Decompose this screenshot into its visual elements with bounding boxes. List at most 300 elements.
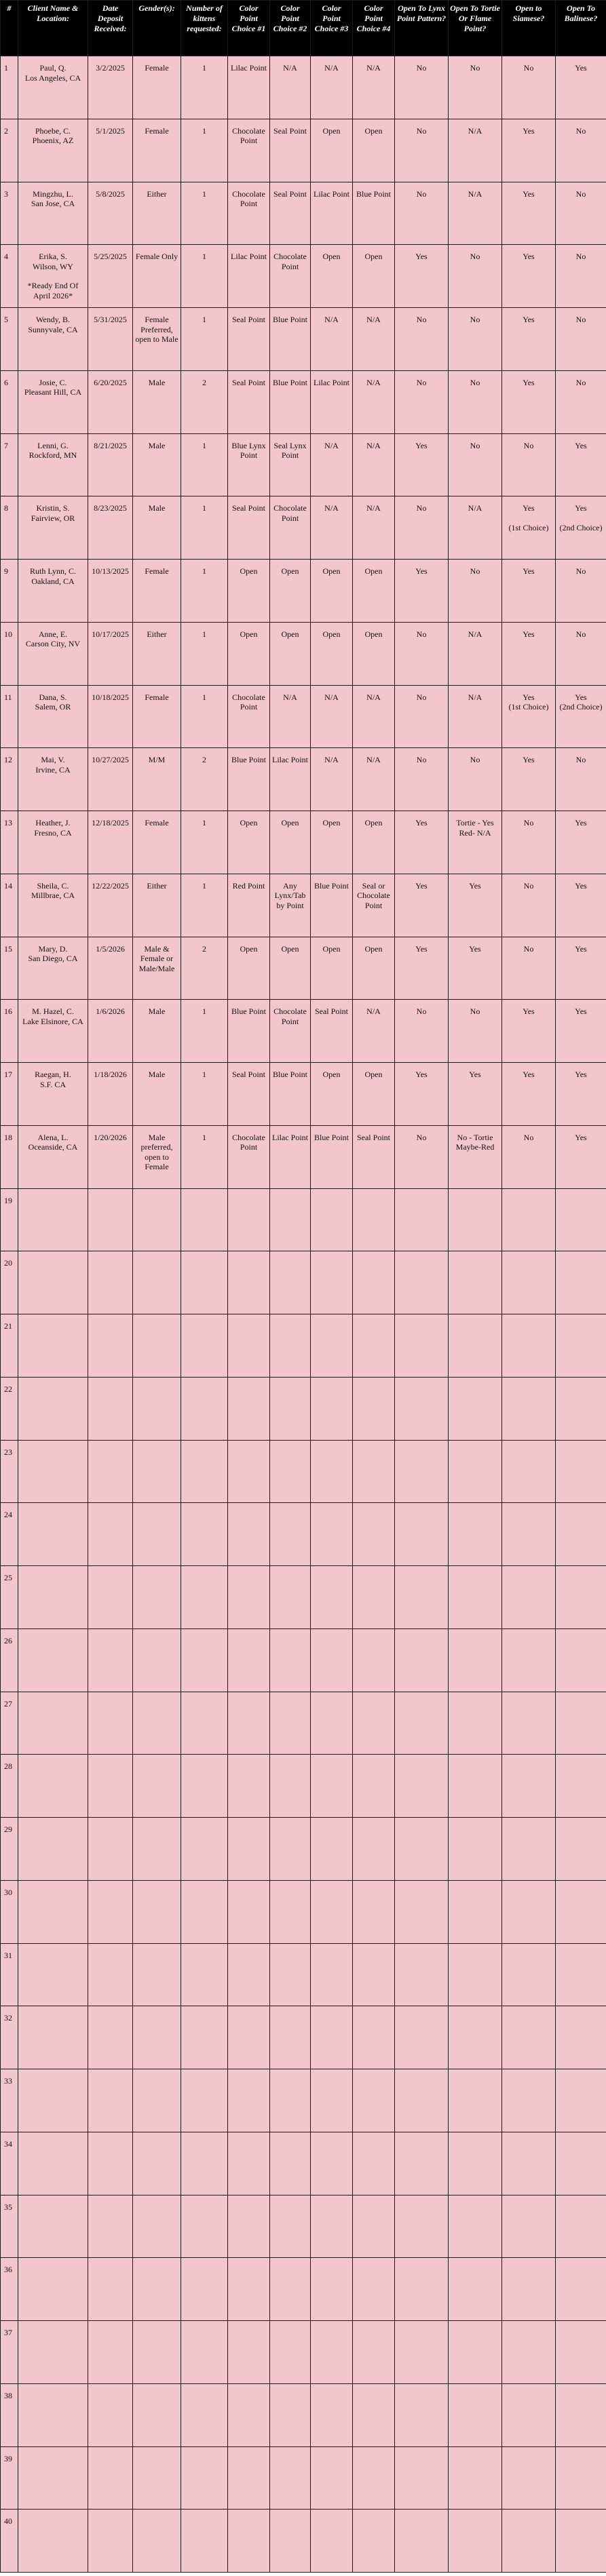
cell-tortie: No xyxy=(449,308,502,371)
cell-gender: Male preferred, open to Female xyxy=(133,1125,181,1188)
cell-siamese xyxy=(502,496,556,560)
cell-tortie: Yes xyxy=(449,874,502,937)
cell-date xyxy=(88,1503,133,1566)
col-header-color-point-4: Color Point Choice #4 xyxy=(353,1,395,56)
cell-client-line: Millbrae, CA xyxy=(31,891,75,901)
cell-number: 4 xyxy=(1,245,18,308)
cell-gender: M/M xyxy=(133,748,181,811)
cell-color-point-2: Chocolate Point xyxy=(270,245,311,308)
cell-gender xyxy=(133,2383,181,2446)
cell-kittens: 1 xyxy=(181,496,228,560)
cell-color-point-2: Any Lynx/Tab by Point xyxy=(270,874,311,937)
cell-gender: Female xyxy=(133,119,181,182)
cell-color-point-2 xyxy=(270,1314,311,1378)
cell-color-point-1 xyxy=(228,1566,270,1629)
cell-color-point-1 xyxy=(228,1755,270,1818)
table-row xyxy=(1,1188,606,1251)
cell-color-point-4 xyxy=(353,1314,395,1378)
table-row xyxy=(1,1377,606,1440)
cell-client xyxy=(18,2510,88,2573)
cell-number: 10 xyxy=(1,622,18,685)
cell-color-point-1: Seal Point xyxy=(228,1063,270,1126)
cell-client xyxy=(18,1880,88,1943)
cell-color-point-2: Open xyxy=(270,560,311,623)
cell-color-point-4 xyxy=(353,1440,395,1503)
cell-kittens xyxy=(181,2069,228,2132)
cell-color-point-4 xyxy=(353,2510,395,2573)
cell-color-point-4 xyxy=(353,1692,395,1755)
cell-color-point-4: Seal or Chocolate Point xyxy=(353,874,395,937)
cell-tortie xyxy=(449,2195,502,2258)
cell-siamese xyxy=(502,1943,556,2006)
cell-color-point-2 xyxy=(270,2069,311,2132)
table-row xyxy=(1,182,606,245)
cell-number: 16 xyxy=(1,1000,18,1063)
cell-lynx: No xyxy=(395,119,449,182)
cell-client xyxy=(18,2446,88,2510)
cell-balinese xyxy=(556,1943,606,2006)
cell-client xyxy=(18,308,88,371)
cell-kittens xyxy=(181,2195,228,2258)
cell-siamese xyxy=(502,1503,556,1566)
cell-client xyxy=(18,496,88,560)
col-header-color-point-1: Color Point Choice #1 xyxy=(228,1,270,56)
col-header-color-point-3: Color Point Choice #3 xyxy=(311,1,353,56)
cell-color-point-2 xyxy=(270,2321,311,2384)
cell-gender xyxy=(133,2069,181,2132)
cell-client xyxy=(18,2258,88,2321)
cell-siamese-line: Yes xyxy=(523,503,535,513)
cell-color-point-1 xyxy=(228,1692,270,1755)
cell-balinese xyxy=(556,2132,606,2195)
cell-color-point-4: Open xyxy=(353,119,395,182)
cell-number: 22 xyxy=(1,1377,18,1440)
cell-kittens: 1 xyxy=(181,308,228,371)
cell-lynx: No xyxy=(395,1000,449,1063)
cell-color-point-3 xyxy=(311,1818,353,1881)
cell-tortie xyxy=(449,2006,502,2069)
cell-client xyxy=(18,622,88,685)
cell-date xyxy=(88,1251,133,1314)
table-row xyxy=(1,811,606,874)
cell-color-point-4 xyxy=(353,2383,395,2446)
cell-kittens xyxy=(181,1755,228,1818)
cell-balinese: Yes xyxy=(556,937,606,1000)
cell-color-point-2 xyxy=(270,2258,311,2321)
cell-gender xyxy=(133,1188,181,1251)
cell-color-point-1 xyxy=(228,1818,270,1881)
table-row xyxy=(1,874,606,937)
cell-balinese xyxy=(556,2510,606,2573)
cell-color-point-1 xyxy=(228,2006,270,2069)
table-row xyxy=(1,1440,606,1503)
cell-date: 8/23/2025 xyxy=(88,496,133,560)
cell-number: 24 xyxy=(1,1503,18,1566)
cell-siamese xyxy=(502,2321,556,2384)
cell-color-point-4: N/A xyxy=(353,308,395,371)
cell-balinese xyxy=(556,1880,606,1943)
cell-balinese: Yes xyxy=(556,874,606,937)
cell-balinese xyxy=(556,496,606,560)
cell-color-point-1 xyxy=(228,1188,270,1251)
cell-balinese: Yes xyxy=(556,433,606,496)
cell-kittens: 1 xyxy=(181,1125,228,1188)
cell-balinese xyxy=(556,2258,606,2321)
cell-number: 18 xyxy=(1,1125,18,1188)
cell-client-line: Josie, C. xyxy=(39,377,67,387)
cell-date xyxy=(88,1314,133,1378)
cell-date xyxy=(88,1943,133,2006)
cell-number: 1 xyxy=(1,56,18,119)
cell-gender xyxy=(133,2006,181,2069)
cell-kittens xyxy=(181,1818,228,1881)
cell-color-point-4: N/A xyxy=(353,56,395,119)
cell-kittens xyxy=(181,2132,228,2195)
cell-color-point-3 xyxy=(311,2321,353,2384)
cell-color-point-2: Lilac Point xyxy=(270,748,311,811)
cell-date: 1/5/2026 xyxy=(88,937,133,1000)
cell-balinese: No xyxy=(556,308,606,371)
cell-color-point-3 xyxy=(311,1188,353,1251)
cell-client-line: Anne, E. xyxy=(38,629,68,639)
cell-siamese: No xyxy=(502,1125,556,1188)
cell-number: 26 xyxy=(1,1628,18,1692)
cell-client-line: Sheila, C. xyxy=(37,880,69,891)
cell-client xyxy=(18,1692,88,1755)
table-row xyxy=(1,748,606,811)
cell-siamese xyxy=(502,1628,556,1692)
cell-lynx xyxy=(395,2510,449,2573)
cell-client-line: Salem, OR xyxy=(35,702,71,711)
cell-siamese xyxy=(502,2069,556,2132)
cell-color-point-3 xyxy=(311,2006,353,2069)
table-row xyxy=(1,1251,606,1314)
cell-number: 27 xyxy=(1,1692,18,1755)
cell-balinese xyxy=(556,1314,606,1378)
cell-tortie xyxy=(449,2510,502,2573)
cell-gender xyxy=(133,2132,181,2195)
cell-color-point-3: Lilac Point xyxy=(311,370,353,433)
cell-siamese xyxy=(502,2258,556,2321)
cell-lynx: No xyxy=(395,685,449,748)
cell-color-point-4 xyxy=(353,2132,395,2195)
cell-date xyxy=(88,1880,133,1943)
cell-kittens xyxy=(181,2446,228,2510)
cell-date xyxy=(88,2258,133,2321)
cell-client xyxy=(18,685,88,748)
cell-number: 29 xyxy=(1,1818,18,1881)
cell-color-point-4: Open xyxy=(353,811,395,874)
cell-color-point-3: N/A xyxy=(311,496,353,560)
cell-color-point-1: Open xyxy=(228,811,270,874)
cell-tortie xyxy=(449,1818,502,1881)
cell-kittens xyxy=(181,1566,228,1629)
cell-color-point-2: N/A xyxy=(270,56,311,119)
cell-color-point-1 xyxy=(228,1314,270,1378)
cell-client xyxy=(18,748,88,811)
cell-lynx: Yes xyxy=(395,433,449,496)
cell-client-line: Wendy, B. xyxy=(36,315,70,324)
cell-kittens xyxy=(181,1943,228,2006)
cell-client xyxy=(18,1000,88,1063)
cell-date: 10/27/2025 xyxy=(88,748,133,811)
table-row xyxy=(1,433,606,496)
cell-number: 38 xyxy=(1,2383,18,2446)
cell-number: 17 xyxy=(1,1063,18,1126)
cell-kittens xyxy=(181,1314,228,1378)
cell-color-point-3: N/A xyxy=(311,748,353,811)
cell-kittens: 1 xyxy=(181,874,228,937)
cell-color-point-1 xyxy=(228,1880,270,1943)
cell-gender: Either xyxy=(133,182,181,245)
cell-lynx: No xyxy=(395,308,449,371)
cell-color-point-3: Open xyxy=(311,245,353,308)
cell-client-line: Heather, J. xyxy=(35,818,71,827)
table-row xyxy=(1,370,606,433)
cell-kittens xyxy=(181,1503,228,1566)
cell-color-point-1 xyxy=(228,1628,270,1692)
cell-color-point-1: Chocolate Point xyxy=(228,119,270,182)
cell-color-point-1 xyxy=(228,1251,270,1314)
cell-date xyxy=(88,2132,133,2195)
cell-date xyxy=(88,2195,133,2258)
cell-color-point-4 xyxy=(353,1188,395,1251)
cell-number: 6 xyxy=(1,370,18,433)
cell-color-point-4: Open xyxy=(353,622,395,685)
cell-gender xyxy=(133,1943,181,2006)
cell-color-point-4 xyxy=(353,2258,395,2321)
cell-gender: Male xyxy=(133,370,181,433)
cell-kittens xyxy=(181,2321,228,2384)
cell-lynx: No xyxy=(395,496,449,560)
cell-kittens xyxy=(181,1188,228,1251)
cell-siamese xyxy=(502,1440,556,1503)
cell-color-point-1: Open xyxy=(228,937,270,1000)
table-row xyxy=(1,685,606,748)
cell-balinese xyxy=(556,1503,606,1566)
cell-number: 12 xyxy=(1,748,18,811)
cell-tortie: No xyxy=(449,1000,502,1063)
cell-balinese: Yes xyxy=(556,56,606,119)
cell-color-point-1 xyxy=(228,2069,270,2132)
cell-gender: Male & Female or Male/Male xyxy=(133,937,181,1000)
cell-gender xyxy=(133,2321,181,2384)
cell-color-point-3 xyxy=(311,1314,353,1378)
cell-number: 7 xyxy=(1,433,18,496)
cell-balinese: No xyxy=(556,119,606,182)
table-row xyxy=(1,1628,606,1692)
cell-gender xyxy=(133,2258,181,2321)
cell-date xyxy=(88,2006,133,2069)
cell-balinese xyxy=(556,2383,606,2446)
cell-kittens: 1 xyxy=(181,560,228,623)
cell-balinese xyxy=(556,1628,606,1692)
cell-color-point-4 xyxy=(353,2321,395,2384)
cell-date xyxy=(88,2446,133,2510)
cell-client-line: Lake Elsinore, CA xyxy=(22,1016,83,1026)
cell-siamese: Yes xyxy=(502,622,556,685)
cell-color-point-4: N/A xyxy=(353,1000,395,1063)
cell-siamese xyxy=(502,1880,556,1943)
cell-color-point-1 xyxy=(228,2510,270,2573)
cell-lynx xyxy=(395,2258,449,2321)
cell-color-point-4 xyxy=(353,2006,395,2069)
cell-color-point-3 xyxy=(311,1377,353,1440)
cell-tortie: Yes xyxy=(449,1063,502,1126)
cell-color-point-2 xyxy=(270,2006,311,2069)
cell-lynx: No xyxy=(395,370,449,433)
cell-client xyxy=(18,370,88,433)
cell-color-point-3: N/A xyxy=(311,308,353,371)
cell-client xyxy=(18,1628,88,1692)
cell-tortie xyxy=(449,1314,502,1378)
cell-tortie xyxy=(449,2258,502,2321)
cell-gender xyxy=(133,2195,181,2258)
cell-gender: Female xyxy=(133,56,181,119)
cell-number: 28 xyxy=(1,1755,18,1818)
cell-gender xyxy=(133,1503,181,1566)
cell-color-point-2: Seal Point xyxy=(270,182,311,245)
cell-color-point-4: Open xyxy=(353,560,395,623)
cell-client-line: M. Hazel, C. xyxy=(32,1007,74,1017)
cell-date: 1/20/2026 xyxy=(88,1125,133,1188)
cell-tortie xyxy=(449,1880,502,1943)
table-row xyxy=(1,2383,606,2446)
cell-color-point-1: Open xyxy=(228,560,270,623)
cell-kittens: 1 xyxy=(181,685,228,748)
cell-color-point-3 xyxy=(311,2195,353,2258)
cell-kittens: 2 xyxy=(181,937,228,1000)
cell-date xyxy=(88,2321,133,2384)
cell-color-point-1 xyxy=(228,2132,270,2195)
cell-gender: Male xyxy=(133,433,181,496)
cell-client xyxy=(18,811,88,874)
cell-color-point-2: Chocolate Point xyxy=(270,1000,311,1063)
cell-siamese: Yes xyxy=(502,748,556,811)
cell-color-point-2 xyxy=(270,1755,311,1818)
cell-lynx: No xyxy=(395,748,449,811)
table-row xyxy=(1,2321,606,2384)
cell-client xyxy=(18,1188,88,1251)
cell-color-point-2: Lilac Point xyxy=(270,1125,311,1188)
cell-lynx xyxy=(395,1880,449,1943)
cell-client-line: Phoenix, AZ xyxy=(32,136,74,146)
cell-balinese-line: Yes xyxy=(575,692,587,702)
cell-tortie xyxy=(449,1377,502,1440)
cell-color-point-2: Seal Point xyxy=(270,119,311,182)
cell-date: 10/17/2025 xyxy=(88,622,133,685)
cell-siamese xyxy=(502,2195,556,2258)
cell-client xyxy=(18,874,88,937)
cell-date: 5/25/2025 xyxy=(88,245,133,308)
cell-kittens: 2 xyxy=(181,370,228,433)
table-row xyxy=(1,308,606,371)
table-row xyxy=(1,1503,606,1566)
cell-number: 5 xyxy=(1,308,18,371)
cell-kittens: 1 xyxy=(181,433,228,496)
table-row xyxy=(1,560,606,623)
cell-lynx xyxy=(395,2383,449,2446)
cell-tortie xyxy=(449,1251,502,1314)
cell-tortie: No xyxy=(449,245,502,308)
cell-color-point-3: Open xyxy=(311,1063,353,1126)
cell-lynx: No xyxy=(395,56,449,119)
cell-client-line: San Diego, CA xyxy=(28,954,78,963)
cell-number: 32 xyxy=(1,2006,18,2069)
cell-siamese xyxy=(502,1188,556,1251)
cell-client-line: Lenni, G. xyxy=(37,440,69,450)
cell-balinese xyxy=(556,2069,606,2132)
cell-gender: Male xyxy=(133,496,181,560)
cell-date: 6/20/2025 xyxy=(88,370,133,433)
cell-number: 31 xyxy=(1,1943,18,2006)
cell-date: 3/2/2025 xyxy=(88,56,133,119)
cell-siamese xyxy=(502,1251,556,1314)
cell-color-point-2 xyxy=(270,1818,311,1881)
cell-color-point-1 xyxy=(228,1440,270,1503)
cell-date xyxy=(88,2383,133,2446)
cell-client xyxy=(18,1251,88,1314)
cell-client-line: Oakland, CA xyxy=(31,576,75,586)
cell-siamese: Yes xyxy=(502,560,556,623)
cell-color-point-1: Seal Point xyxy=(228,496,270,560)
cell-kittens xyxy=(181,1628,228,1692)
cell-number: 20 xyxy=(1,1251,18,1314)
cell-color-point-1: Blue Point xyxy=(228,748,270,811)
cell-date xyxy=(88,1755,133,1818)
cell-client xyxy=(18,2006,88,2069)
cell-color-point-4 xyxy=(353,2446,395,2510)
cell-color-point-3: Lilac Point xyxy=(311,182,353,245)
cell-siamese xyxy=(502,1377,556,1440)
cell-client xyxy=(18,1125,88,1188)
cell-number: 34 xyxy=(1,2132,18,2195)
cell-client xyxy=(18,2195,88,2258)
table-row xyxy=(1,2132,606,2195)
cell-client xyxy=(18,560,88,623)
cell-lynx xyxy=(395,1628,449,1692)
cell-client-line: Fresno, CA xyxy=(34,827,72,838)
cell-client xyxy=(18,1503,88,1566)
cell-tortie xyxy=(449,1440,502,1503)
cell-color-point-3 xyxy=(311,2258,353,2321)
cell-gender: Female xyxy=(133,685,181,748)
cell-balinese: No xyxy=(556,370,606,433)
cell-client xyxy=(18,433,88,496)
cell-client-line: Fairview, OR xyxy=(31,513,75,523)
cell-tortie: No xyxy=(449,56,502,119)
cell-date: 5/8/2025 xyxy=(88,182,133,245)
cell-color-point-1: Blue Lynx Point xyxy=(228,433,270,496)
cell-color-point-3: Blue Point xyxy=(311,874,353,937)
cell-color-point-2 xyxy=(270,2446,311,2510)
cell-client-line: *Ready End Of April 2026* xyxy=(27,281,79,300)
cell-client-line: Pleasant Hill, CA xyxy=(24,387,82,397)
cell-color-point-1 xyxy=(228,2383,270,2446)
cell-balinese xyxy=(556,1251,606,1314)
cell-color-point-3 xyxy=(311,2132,353,2195)
cell-color-point-4: N/A xyxy=(353,433,395,496)
cell-client xyxy=(18,1818,88,1881)
cell-tortie xyxy=(449,1503,502,1566)
col-header-color-point-2: Color Point Choice #2 xyxy=(270,1,311,56)
cell-client xyxy=(18,245,88,308)
cell-color-point-3 xyxy=(311,1251,353,1314)
cell-gender xyxy=(133,1377,181,1440)
cell-color-point-3: Blue Point xyxy=(311,1125,353,1188)
cell-color-point-3: Open xyxy=(311,119,353,182)
cell-color-point-3 xyxy=(311,1880,353,1943)
